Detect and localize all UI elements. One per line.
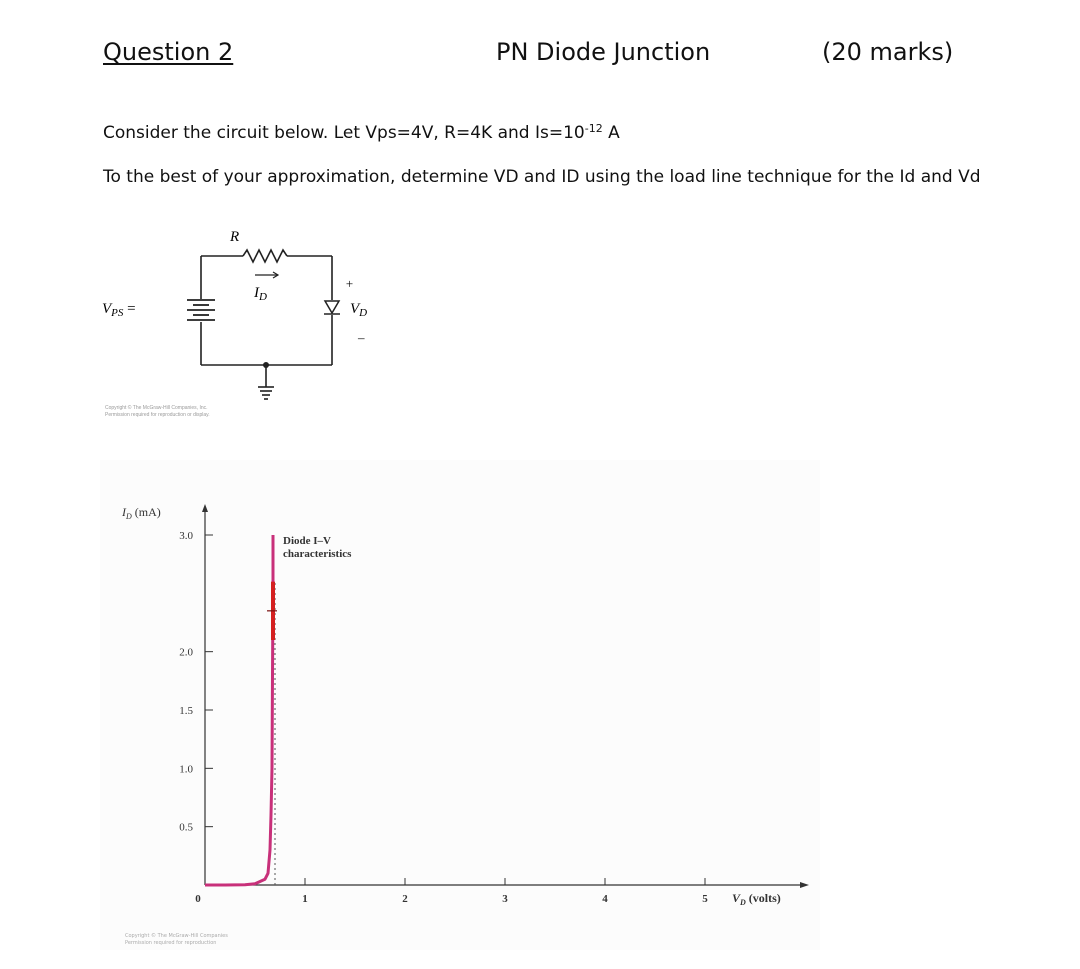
topic-title: PN Diode Junction bbox=[496, 38, 711, 66]
x-tick-label: 1 bbox=[302, 893, 308, 905]
y-tick-label: 2.0 bbox=[179, 646, 193, 659]
intro-unit: A bbox=[602, 123, 620, 143]
diode-plus-sign: + bbox=[345, 276, 354, 291]
saturation-current-exponent: -12 bbox=[584, 122, 603, 135]
x-tick-label: 0 bbox=[195, 893, 201, 905]
intro-text: Consider the circuit below. Let Vps=4V, R=4K and Is=10 bbox=[103, 123, 585, 143]
chart-title-line: Diode I–V bbox=[283, 535, 331, 547]
x-tick-label: 5 bbox=[702, 893, 708, 905]
current-arrow bbox=[255, 272, 278, 278]
x-tick-label: 2 bbox=[402, 893, 408, 905]
chart-copyright-line2: Permission required for reproduction bbox=[125, 940, 217, 946]
x-tick-label: 4 bbox=[602, 893, 608, 905]
circuit-copyright bbox=[105, 405, 210, 419]
y-axis-arrow bbox=[202, 504, 208, 512]
diode-iv-chart bbox=[100, 460, 820, 950]
x-axis-label: $V_D$ (volts) bbox=[732, 891, 781, 907]
y-tick-label: 0.5 bbox=[179, 821, 193, 834]
ground-node bbox=[263, 362, 269, 368]
y-tick-label: 1.0 bbox=[179, 763, 193, 776]
y-axis-label: $I_D$ (mA) bbox=[122, 505, 161, 521]
chart-copyright-line1: Copyright © The McGraw-Hill Companies bbox=[125, 933, 228, 939]
circuit-copyright-line2: Permission required for reproduction or display. bbox=[105, 412, 210, 418]
x-tick-label: 3 bbox=[502, 893, 508, 905]
battery-symbol bbox=[187, 300, 215, 320]
diode-minus-sign: – bbox=[358, 330, 365, 345]
source-voltage-label: $V_{PS}$ = bbox=[102, 301, 136, 319]
diode-voltage-label: $V_D$ bbox=[350, 301, 368, 319]
x-axis-arrow bbox=[800, 882, 809, 888]
current-label: $I_D$ bbox=[254, 285, 267, 303]
diode-symbol bbox=[324, 301, 340, 314]
resistor-symbol bbox=[243, 250, 287, 262]
y-tick-label: 1.5 bbox=[179, 705, 193, 717]
chart-title-line: characteristics bbox=[283, 548, 352, 560]
diode-iv-curve bbox=[205, 535, 273, 885]
resistor-label: R bbox=[230, 229, 240, 245]
y-tick-label: 3.0 bbox=[179, 530, 193, 542]
circuit-copyright-line1: Copyright © The McGraw-Hill Companies, Inc. bbox=[105, 405, 208, 411]
question-intro bbox=[103, 123, 620, 144]
marks-label: (20 marks) bbox=[822, 38, 954, 66]
question-title: Question 2 bbox=[103, 38, 234, 66]
question-task: To the best of your approximation, determine VD and ID using the load line technique for the Id and Vd bbox=[103, 167, 981, 187]
